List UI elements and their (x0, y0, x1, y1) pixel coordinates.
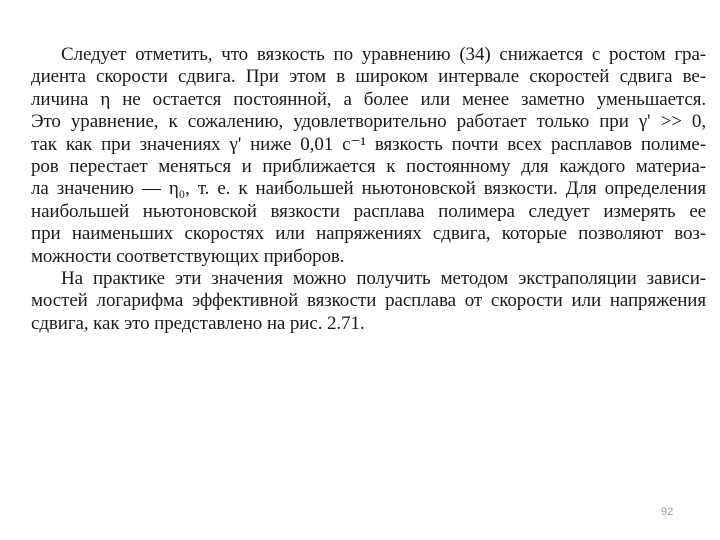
text-line: диента скорости сдвига. При этом в широком интервале скоростей сдвига ве- (31, 66, 706, 88)
text-line: На практике эти значения можно получить методом экстраполяции зависи- (61, 267, 706, 289)
text-line: Следует отметить, что вязкость по уравнению (34) снижается с ростом гра- (61, 44, 706, 65)
document-text-block (31, 44, 706, 335)
text-line: Это уравнение, к сожалению, удовлетворительно работает только при γ' >> 0, (31, 111, 706, 133)
text-line: личина η не остается постоянной, а более или менее заметно уменьшается. (31, 88, 706, 110)
text-line: сдвига, как это представлено на рис. 2.71. (31, 312, 365, 334)
text-line: мостей логарифма эффективной вязкости расплава от скорости или напряжения (31, 290, 706, 312)
text-line: ров перестает меняться и приближается к постоянному для каждого материа- (31, 155, 706, 177)
text-line: так как при значениях γ' ниже 0,01 с⁻¹ вязкость почти всех расплавов полиме- (31, 133, 706, 155)
text-line: при наименьших скоростях или напряжениях сдвига, которые позволяют воз- (31, 223, 706, 245)
text-line: можности соответствующих приборов. (31, 245, 345, 267)
text-line: наибольшей ньютоновской вязкости расплава полимера следует измерять ее (31, 200, 706, 222)
text-line: ла значению — η₀, т. е. к наибольшей ньютоновской вязкости. Для определения (31, 178, 706, 200)
page-number: 92 (661, 506, 674, 518)
